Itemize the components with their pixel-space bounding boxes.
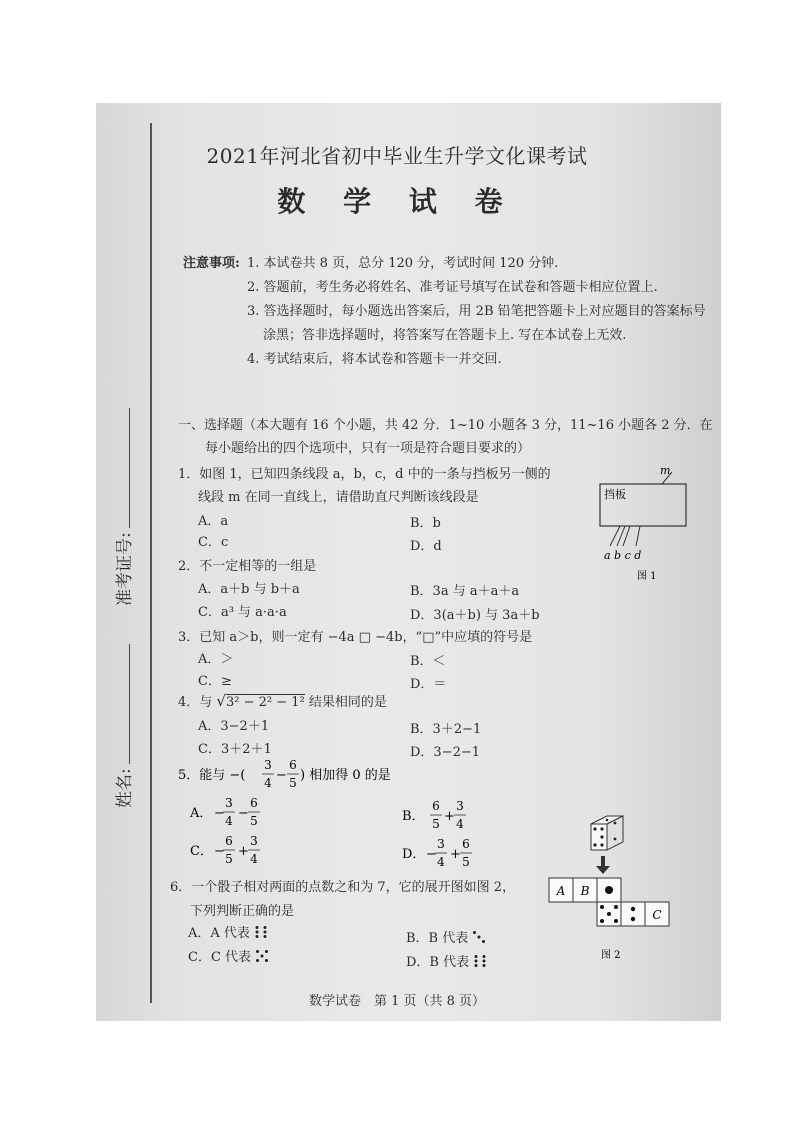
q3-stem: 3．已知 a＞b，则一定有 −4a □ −4b，“□”中应填的符号是 — [178, 630, 533, 645]
notice-item: 2. 答题前，考生务必将姓名、准考证号填写在试卷和答题卡相应位置上. — [247, 280, 658, 295]
q5-option-c — [188, 832, 298, 872]
die-face-six-icon — [254, 925, 268, 939]
q6-option-b — [406, 927, 486, 946]
name-field — [110, 644, 135, 808]
q1-option-c: C．c — [198, 535, 229, 550]
q4-stem-suffix: 结果相同的是 — [308, 695, 387, 710]
q4-option-b: B．3＋2−1 — [410, 722, 482, 737]
q2-option-c: C．a³ 与 a·a·a — [198, 605, 287, 620]
q5-frac-num-2: 6 — [289, 758, 297, 772]
option-num-2: 6 — [462, 837, 470, 851]
name-label: 姓名: — [115, 768, 135, 808]
net-label-a: A — [556, 884, 566, 898]
q5-stem-prefix: 5．能与 −( — [178, 768, 246, 783]
section-heading-cont: 每小题给出的四个选项中，只有一项是符合题目要求的） — [205, 441, 531, 456]
q3-option-a: A．＞ — [198, 652, 234, 667]
option-num-1: 3 — [225, 796, 233, 810]
name-blank — [115, 644, 130, 764]
option-sign: − — [214, 806, 225, 821]
option-den-2: 4 — [250, 852, 258, 866]
q5-frac-den-1: 4 — [264, 776, 272, 790]
q1-stem: 1．如图 1，已知四条线段 a，b，c，d 中的一条与挡板另一侧的 — [178, 467, 551, 482]
q6-option-a — [188, 922, 268, 941]
option-letter: C． — [190, 844, 213, 859]
option-den-2: 5 — [462, 855, 470, 869]
q3-option-b: B．＜ — [410, 654, 446, 669]
option-op: + — [444, 809, 455, 824]
q1-option-d: D．d — [410, 539, 442, 554]
page-footer: 数学试卷 第 1 页（共 8 页） — [308, 994, 486, 1009]
q5-option-d — [400, 835, 510, 875]
q2-option-b: B．3a 与 a＋a＋a — [410, 584, 520, 599]
sqrt-sign: √ — [216, 692, 226, 710]
q3-option-c: C．≥ — [198, 674, 232, 689]
q4-stem-prefix: 4．与 — [178, 695, 213, 710]
figure-2 — [545, 812, 685, 968]
q6-option-b-label: B．B 代表 — [406, 931, 469, 946]
net-label-b: B — [580, 884, 590, 898]
section-heading: 一、选择题（本大题有 16 个小题，共 42 分．1~10 小题各 3 分，11~16 小题各 2 分．在 — [178, 418, 713, 433]
down-arrow-icon — [596, 856, 610, 874]
figure-1 — [590, 462, 700, 587]
q5-stem — [176, 756, 396, 796]
option-op: + — [238, 844, 249, 859]
q6-option-d — [406, 951, 487, 970]
q6-option-d-label: D．B 代表 — [406, 955, 470, 970]
option-num-2: 3 — [250, 834, 258, 848]
notice-label: 注意事项: — [183, 256, 240, 271]
option-num-1: 3 — [437, 837, 445, 851]
option-num-2: 3 — [456, 799, 464, 813]
label-m: m — [660, 464, 671, 477]
q1-stem-cont: 线段 m 在同一直线上，请借助直尺判断该线段是 — [198, 490, 479, 505]
option-sign: − — [426, 847, 437, 862]
die-face-five-icon — [255, 949, 269, 963]
q4-option-a: A．3−2＋1 — [198, 719, 270, 734]
subject-title: 数 学 试 卷 — [277, 185, 517, 218]
q2-option-d: D．3(a＋b) 与 3a＋b — [410, 608, 540, 623]
q5-stem-suffix: ) 相加得 0 的是 — [300, 768, 391, 783]
option-sign: − — [214, 844, 225, 859]
q5-option-a — [188, 794, 298, 834]
option-den-2: 5 — [250, 814, 258, 828]
exam-id-blank — [115, 408, 130, 528]
q4-stem — [178, 691, 387, 710]
option-letter: D． — [402, 847, 426, 862]
die-3d-icon — [591, 816, 623, 850]
option-den-2: 4 — [456, 817, 464, 831]
option-den-1: 4 — [225, 814, 233, 828]
q5-frac-op: − — [276, 768, 287, 783]
labels-abcd: a b c d — [604, 549, 642, 562]
die-net — [549, 878, 669, 926]
q4-radicand: 3² − 2² − 1² — [225, 695, 305, 710]
net-label-c: C — [652, 908, 662, 922]
board-label: 挡板 — [604, 488, 626, 501]
q6-stem: 6．一个骰子相对两面的点数之和为 7，它的展开图如图 2， — [170, 880, 516, 895]
notice-item: 涂黑；答非选择题时，将答案写在答题卡上. 写在本试卷上无效. — [263, 328, 627, 343]
q6-option-c-label: C．C 代表 — [188, 950, 252, 965]
die-face-one-icon — [605, 886, 613, 894]
notice-item: 1. 本试卷共 8 页，总分 120 分，考试时间 120 分钟. — [247, 256, 559, 271]
exam-id-label: 准考证号: — [115, 532, 135, 606]
figure-1-caption: 图 1 — [637, 571, 657, 582]
option-den-1: 4 — [437, 855, 445, 869]
q6-stem-cont: 下列判断正确的是 — [190, 904, 295, 919]
option-letter: B． — [402, 809, 425, 824]
q2-stem: 2．不一定相等的一组是 — [178, 559, 317, 574]
option-letter: A． — [190, 806, 213, 821]
notice-item: 4. 考试结束后，将本试卷和答题卡一并交回. — [247, 352, 502, 367]
option-num-2: 6 — [250, 796, 258, 810]
figure-2-caption: 图 2 — [601, 950, 621, 961]
q5-frac-num-1: 3 — [264, 758, 272, 772]
segment-d — [636, 526, 640, 546]
die-face-three-icon — [472, 930, 486, 944]
q5-option-b — [400, 797, 510, 837]
q1-option-a: A．a — [198, 514, 229, 529]
q3-option-d: D．＝ — [410, 677, 447, 692]
option-op: + — [450, 847, 461, 862]
option-op: − — [238, 806, 249, 821]
exam-id-field — [110, 408, 135, 606]
option-den-1: 5 — [225, 852, 233, 866]
q6-option-c — [188, 946, 269, 965]
option-num-1: 6 — [432, 799, 440, 813]
notice-item: 3. 答选择题时，每小题选出答案后，用 2B 铅笔把答题卡上对应题目的答案标号 — [247, 304, 706, 319]
q4-option-d: D．3−2−1 — [410, 745, 481, 760]
option-den-1: 5 — [432, 817, 440, 831]
q1-option-b: B．b — [410, 516, 441, 531]
binding-line — [150, 123, 152, 1003]
option-num-1: 6 — [225, 834, 233, 848]
q6-option-a-label: A．A 代表 — [188, 926, 250, 941]
q4-option-c: C．3＋2＋1 — [198, 742, 272, 757]
exam-title: 2021年河北省初中毕业生升学文化课考试 — [206, 144, 588, 168]
net-cell-two — [621, 902, 645, 926]
q2-option-a: A．a＋b 与 b＋a — [198, 582, 300, 597]
q5-frac-den-2: 5 — [289, 776, 297, 790]
die-face-six-icon — [473, 954, 487, 968]
